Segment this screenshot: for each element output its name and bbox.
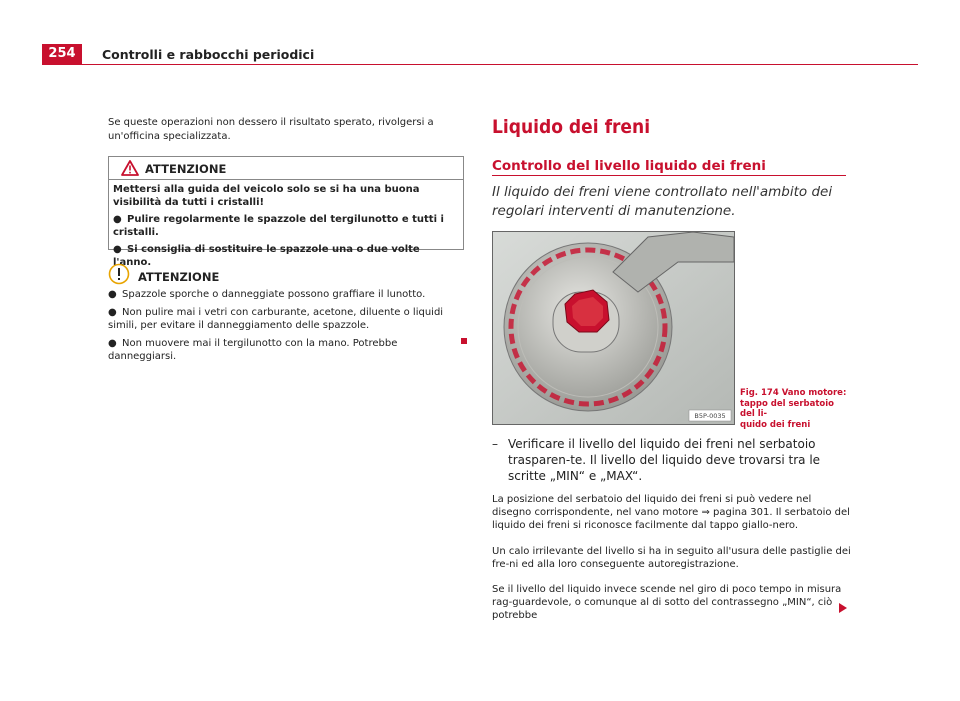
warning-item: ● Pulire regolarmente le spazzole del tergilunotto e tutti i cristalli. — [113, 214, 444, 238]
brake-fluid-cap-illustration — [493, 232, 734, 424]
caution-item: ● Non muovere mai il tergilunotto con la mano. Potrebbe danneggiarsi. — [108, 337, 398, 362]
caution-item: ● Spazzole sporche o danneggiate possono graffiare il lunotto. — [108, 289, 426, 300]
caution-icon — [108, 263, 130, 289]
warning-box-header — [109, 157, 463, 180]
warning-triangle-icon — [121, 160, 139, 180]
instruction-step: – Verificare il livello del liquido dei freni nel serbatoio trasparen-te. Il livello del liquido deve trovarsi tra le scritte „MIN“ e „MAX“. — [492, 437, 821, 483]
body-paragraph: Se il livello del liquido invece scende nel giro di poco tempo in misura rag-guardevole, o comunque al di sotto del contrassegno „MIN“, ciò potrebbe — [492, 584, 842, 621]
continue-arrow-icon — [838, 598, 848, 617]
warning-body — [109, 180, 463, 269]
dash-bullet: – — [492, 437, 498, 451]
section-end-marker — [461, 338, 467, 344]
page-number: 254 — [42, 44, 82, 64]
lead-paragraph: Il liquido dei freni viene controllato nell'ambito dei regolari interventi di manutenzione. — [492, 184, 833, 219]
caution-list — [108, 288, 468, 364]
warning-item: ● Si consiglia di sostituire le spazzole una o due volte l'anno. — [113, 244, 420, 268]
warning-label: ATTENZIONE — [145, 162, 227, 176]
caution-label: ATTENZIONE — [138, 270, 220, 284]
chapter-title: Controlli e rabbocchi periodici — [102, 47, 315, 62]
caution-item: ● Non pulire mai i vetri con carburante, acetone, diluente o liquidi simili, per evitare il danneggiamento delle spazzole. — [108, 306, 444, 331]
body-paragraph: La posizione del serbatoio del liquido dei freni si può vedere nel disegno corrispondente, nel vano motore ⇒ pagina 301. Il serbatoio del liquido dei freni si riconosce facilmente dal tappo giallo-nero. — [492, 494, 850, 531]
header-divider — [42, 64, 918, 65]
intro-paragraph: Se queste operazioni non dessero il risultato sperato, rivolgersi a un'officina specializzata. — [108, 117, 434, 142]
section-heading: Liquido dei freni — [492, 116, 651, 138]
subsection-divider — [492, 175, 846, 176]
warning-box — [108, 156, 464, 268]
warning-lead: Mettersi alla guida del veicolo solo se si ha una buona visibilità da tutti i cristalli! — [113, 184, 420, 208]
figure-caption: Fig. 174 Vano motore: tappo del serbatoio del li- quido dei freni — [740, 388, 847, 430]
body-paragraph: Un calo irrilevante del livello si ha in seguito all'usura delle pastiglie dei fre-ni ed alla loro conseguente autoregistrazione. — [492, 546, 851, 570]
brake-fluid-cap-figure — [492, 231, 735, 425]
figure-code: B5P-0035 — [694, 412, 726, 420]
subsection-heading: Controllo del livello liquido dei freni — [492, 158, 766, 174]
